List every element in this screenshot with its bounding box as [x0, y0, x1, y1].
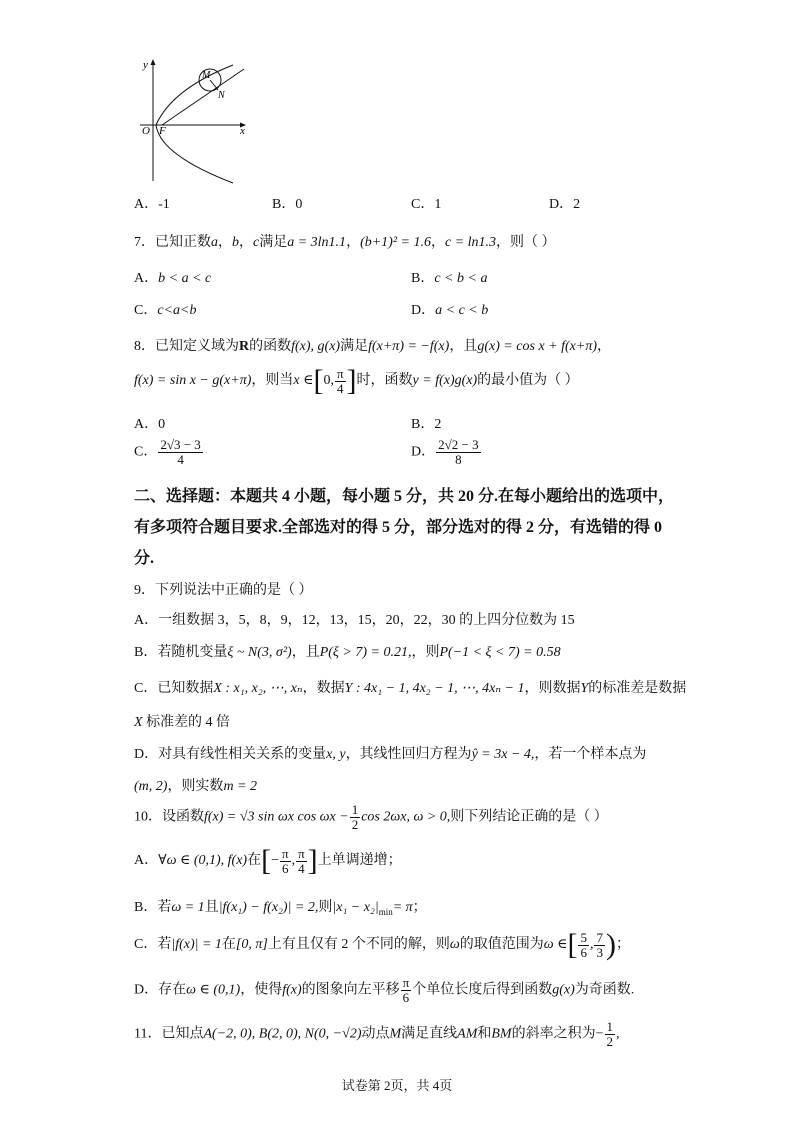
figure-label-o: O [142, 125, 150, 137]
q7-option-d[interactable]: D．a < c < b [411, 303, 489, 318]
figure-label-f: F [159, 125, 166, 137]
page-footer: 试卷第 2页，共 4页 [341, 1078, 453, 1093]
q7-option-b[interactable]: B．c < b < a [411, 271, 488, 286]
q10-option-c[interactable]: C．若|f(x)| = 1在[0, π]上有且仅有 2 个不同的解，则ω的取值范围为ω ∈[ $\frac{5}{6}$ , $\frac{7}{3}$ )； [134, 928, 630, 961]
q9-stem: 9．下列说法中正确的是（ ） [134, 583, 313, 598]
q6-option-b[interactable]: B．0 [272, 197, 303, 212]
q10-option-b[interactable]: B．若ω = 1且|f(x₁) − f(x₂)| = 2,则$|x_1 - x_2|_{min}= \pi$； [134, 900, 427, 917]
q8-option-d[interactable]: D． $\frac{2√2 - 3}{8}$ [411, 437, 479, 467]
q7-stem: 7．已知正数a，b，c满足a = 3ln1.1，(b+1)² = 1.6，c = ln1.3，则（ ） [134, 235, 556, 250]
q6-option-c[interactable]: C．1 [411, 197, 442, 212]
q8-option-b[interactable]: B．2 [411, 417, 442, 432]
figure-label-m: M [202, 70, 211, 81]
q8-option-a[interactable]: A．0 [134, 417, 166, 432]
q7-option-a[interactable]: A．b < a < c [134, 271, 212, 286]
section2-line-2: 有多项符合题目要求.全部选对的得 5 分，部分选对的得 2 分，有选错的得 0 [134, 519, 663, 536]
q9-option-d[interactable]: D．对具有线性相关关系的变量x, y，其线性回归方程为ŷ = 3x − 4,，若一个样本点为 [134, 747, 647, 762]
q8-line-1: 8．已知定义域为R的函数f(x), g(x)满足f(x+π) = −f(x)，且g(x) = cos x + f(x+π)， [134, 339, 612, 354]
q10-stem: 10．设函数f(x) = √3 sin ωx cos ωx − $\frac{1}{2}$ cos 2ωx, ω > 0,则下列结论正确的是（ ） [134, 802, 608, 832]
q9-option-c[interactable]: C．已知数据X : x₁, x₂, ⋯, xₙ，数据Y : 4x₁ − 1, 4x₂ − 1, ⋯, 4xₙ − 1，则数据Y的标准差是数据 [134, 681, 687, 696]
figure-label-n: N [218, 90, 225, 101]
q9-option-d-cont: (m, 2)，则实数m = 2 [134, 779, 257, 794]
parabola-figure [128, 55, 258, 190]
q10-option-d[interactable]: D．存在ω ∈ (0,1)，使得f(x)的图象向左平移 $\frac{\pi}{6}$ 个单位长度后得到函数g(x)为奇函数. [134, 975, 635, 1005]
q9-option-a[interactable]: A．一组数据 3，5，8，9，12，13，15，20，22，30 的上四分位数为 15 [134, 613, 575, 628]
section2-line-1: 二、选择题：本题共 4 小题，每小题 5 分，共 20 分.在每小题给出的选项中， [134, 488, 675, 505]
q11-stem: 11．已知点A(−2, 0), B(2, 0), N(0, −√2)动点M满足直线AM和BM的斜率之积为− $\frac{1}{2}$ , [134, 1019, 620, 1049]
q10-option-a[interactable]: A．∀ω ∈ (0,1), f(x)在[− $\frac{\pi}{6}$ , $\frac{\pi}{4}$ ]上单调递增； [134, 844, 402, 877]
q8-line-2: f(x) = sin x − g(x+π)，则当x ∈[0, $\frac{\pi}{4}$ ]时，函数y = f(x)g(x)的最小值为（ ） [134, 364, 579, 397]
q8-option-c[interactable]: C． $\frac{2√3 - 3}{4}$ [134, 437, 201, 467]
q9-option-b[interactable]: B．若随机变量ξ ~ N(3, σ²)，且P(ξ > 7) = 0.21,，则P(−1 < ξ < 7) = 0.58 [134, 645, 561, 660]
q6-option-d[interactable]: D．2 [549, 197, 581, 212]
q6-option-a[interactable]: A．-1 [134, 197, 170, 212]
section2-line-3: 分. [134, 550, 155, 567]
figure-label-x: x [240, 125, 245, 137]
q9-option-c-cont: X 标准差的 4 倍 [134, 715, 231, 730]
figure-label-y: y [143, 59, 148, 71]
q7-option-c[interactable]: C．c<a<b [134, 303, 197, 318]
